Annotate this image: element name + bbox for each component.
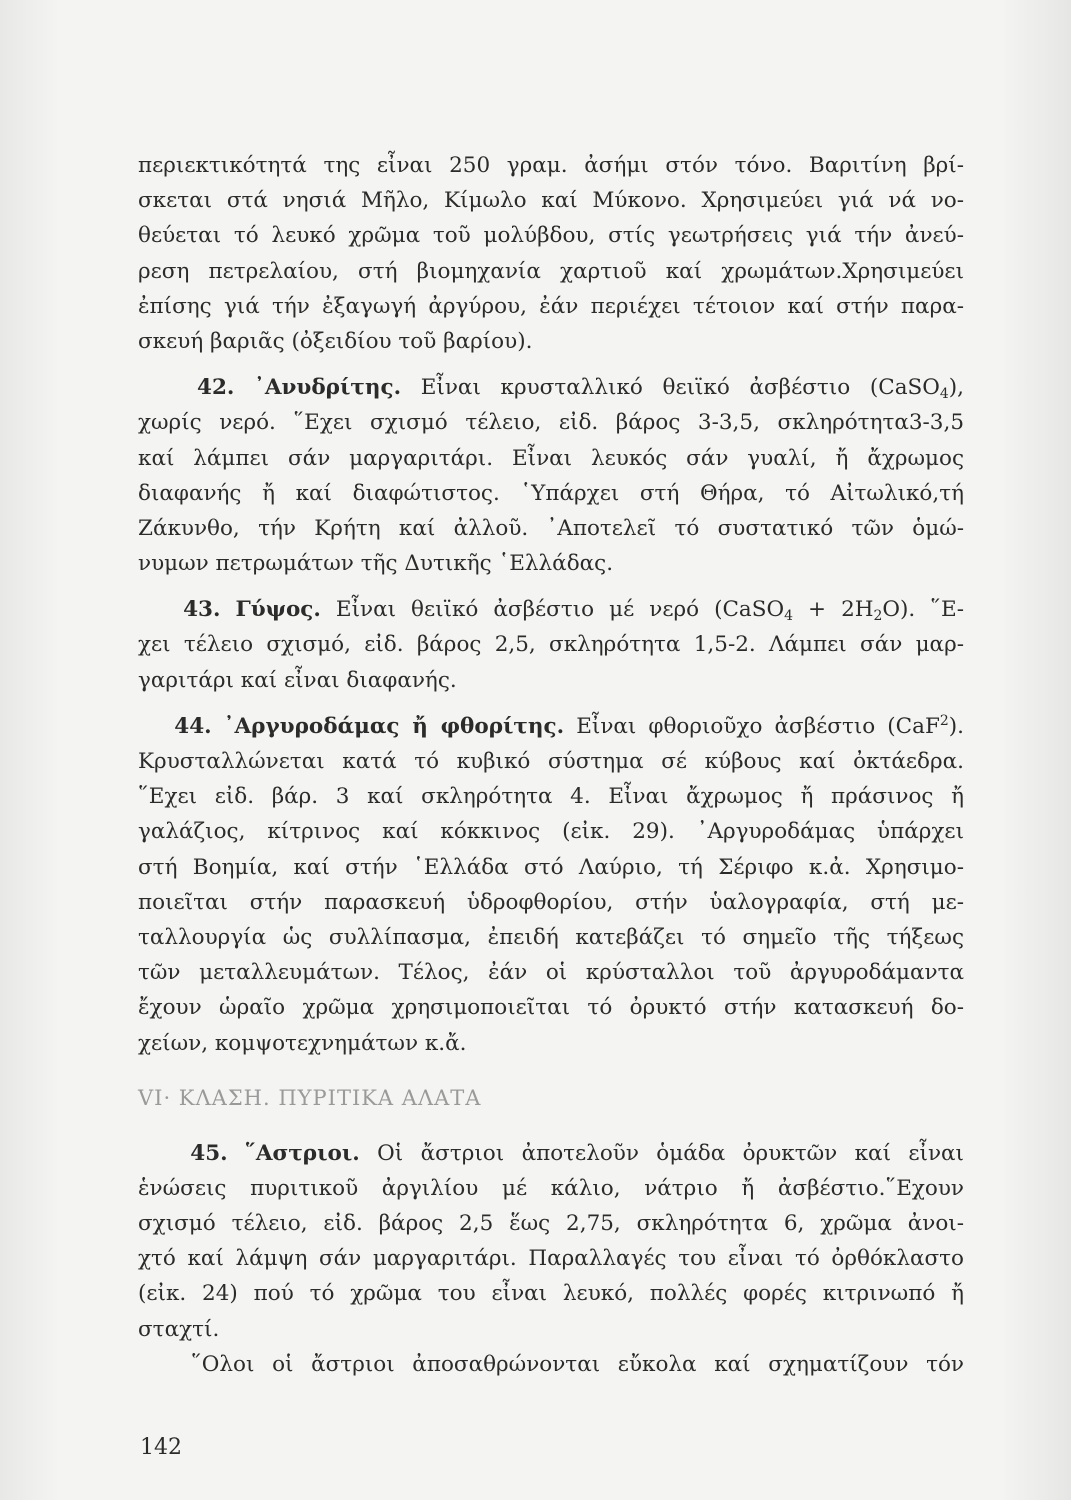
text-line (138, 1347, 964, 1382)
text-line: σταχτί. (138, 1316, 220, 1342)
entry-number: 43. (183, 597, 221, 623)
text-line: στή Βοημία, καί στήν ῾Ελλάδα στό Λαύριο, τή Σέριφο κ.ἀ. Χρησιμο- (138, 854, 964, 880)
entry-number: 44. (174, 713, 212, 739)
text-line: γαλάζιος, κίτρινος καί κόκκινος (εἰκ. 29). ᾿Αργυροδάμας ὑπάρχει (138, 819, 964, 845)
entry-45-first-line (138, 1136, 964, 1171)
text-span: + 2H (793, 597, 874, 623)
text-line: καί λάμπει σάν μαργαριτάρι. Εἶναι λευκός σάν γυαλί, ἤ ἄχρωμος (138, 445, 964, 471)
entry-title: ᾿Ανυδρίτης. (254, 375, 402, 401)
text-span: Οἱ ἄστριοι ἀποτελοῦν ὁμάδα ὀρυκτῶν καί εἶναι (359, 1140, 964, 1166)
text-span: Εἶναι φθοριοῦχο ἀσβέστιο (CaF (564, 713, 940, 739)
text-line: Ζάκυνθο, τήν Κρήτη καί ἀλλοῦ. ᾿Αποτελεῖ τό συστατικό τῶν ὁμώ- (138, 515, 964, 541)
text-line: περιεκτικότητά της εἶναι 250 γραμ. ἀσήμι στόν τόνο. Βαριτίνη βρί- (138, 153, 964, 178)
text-line: χείων, κομψοτεχνημάτων κ.ἄ. (138, 1030, 467, 1056)
text-line: χτό καί λάμψη σάν μαργαριτάρι. Παραλλαγές του εἶναι τό ὀρθόκλαστο (138, 1246, 964, 1272)
entry-44-first-line (138, 709, 964, 744)
text-line: θεύεται τό λευκό χρῶμα τοῦ μολύβδου, στίς γεωτρήσεις γιά τήν ἀνεύ- (138, 223, 964, 249)
text-line: (εἰκ. 24) πού τό χρῶμα του εἶναι λευκό, πολλές φορές κιτρινωπό ἤ (138, 1281, 964, 1307)
entry-43-first-line (138, 592, 964, 627)
subscript: 4 (939, 386, 949, 403)
text-line: ρεση πετρελαίου, στή βιομηχανία χαρτιοῦ καί χρωμάτων.Χρησιμεύει (138, 258, 964, 284)
entry-title: Γύψος. (235, 597, 321, 623)
entry-title: ῞Αστριοι. (245, 1140, 360, 1166)
text-line: γαριτάρι καί εἶναι διαφανής. (138, 667, 457, 693)
subscript: 4 (784, 608, 793, 625)
text-line: ῞Εχει εἰδ. βάρ. 3 καί σκληρότητα 4. Εἶναι ἄχρωμος ἤ πράσινος ἤ (138, 784, 964, 810)
text-span: ῞Ολοι οἱ ἄστριοι ἀποσαθρώνονται εὔκολα καί σχηματίζουν τόν (191, 1351, 964, 1377)
text-span: ), (948, 375, 964, 401)
body-text (138, 148, 964, 1382)
entry-number: 42. (197, 375, 235, 401)
text-line: ἔχουν ὡραῖο χρῶμα χρησιμοποιεῖται τό ὀρυκτό στήν κατασκευή δο- (138, 995, 964, 1021)
entry-number: 45. (190, 1140, 228, 1166)
text-line: σκευή βαριᾶς (ὀξειδίου τοῦ βαρίου). (138, 328, 533, 354)
superscript: 2 (939, 712, 949, 729)
text-line: ἑνώσεις πυριτικοῦ ἀργιλίου μέ κάλιο, νάτριο ἤ ἀσβέστιο.῞Εχουν (138, 1175, 964, 1201)
section-heading: VI· ΚΛΑΣΗ. ΠΥΡΙΤΙΚΑ ΑΛΑΤΑ (138, 1085, 482, 1110)
text-span: O). ῞Ε- (882, 597, 964, 623)
text-line: Κρυσταλλώνεται κατά τό κυβικό σύστημα σέ κύβους καί ὀκτάεδρα. (138, 749, 964, 774)
entry-42-first-line (138, 370, 964, 405)
text-line: χει τέλειο σχισμό, εἰδ. βάρος 2,5, σκληρότητα 1,5-2. Λάμπει σάν μαρ- (138, 632, 964, 658)
text-span: Εἶναι κρυσταλλικό θειϊκό ἀσβέστιο (CaSO (401, 375, 940, 401)
text-line: ταλλουργία ὡς συλλίπασμα, ἐπειδή κατεβάζει τό σημεῖο τῆς τήξεως (138, 924, 964, 950)
text-line: τῶν μεταλλευμάτων. Τέλος, ἐάν οἱ κρύσταλλοι τοῦ ἀργυροδάμαντα (138, 960, 964, 986)
text-span: Εἶναι θειϊκό ἀσβέστιο μέ νερό (CaSO (320, 597, 785, 623)
text-line: νυμων πετρωμάτων τῆς Δυτικῆς ῾Ελλάδας. (138, 551, 614, 577)
text-line: σκεται στά νησιά Μῆλο, Κίμωλο καί Μύκονο. Χρησιμεύει γιά νά νο- (138, 188, 964, 214)
text-line: σχισμό τέλειο, εἰδ. βάρος 2,5 ἕως 2,75, σκληρότητα 6, χρῶμα ἀνοι- (138, 1211, 964, 1237)
text-line: χωρίς νερό. ῞Εχει σχισμό τέλειο, εἰδ. βάρος 3-3,5, σκληρότητα3-3,5 (138, 410, 964, 436)
entry-title: ᾿Αργυροδάμας ἤ φθορίτης. (223, 713, 565, 739)
text-span: ). (948, 713, 964, 739)
text-line: ἐπίσης γιά τήν ἐξαγωγή ἀργύρου, ἐάν περιέχει τέτοιον καί στήν παρα- (138, 293, 964, 319)
page-number: 142 (140, 1435, 182, 1460)
text-line: ποιεῖται στήν παρασκευή ὑδροφθορίου, στήν ὑαλογραφία, στή με- (138, 889, 964, 915)
subscript: 2 (873, 608, 883, 625)
text-line: διαφανής ἤ καί διαφώτιστος. ῾Υπάρχει στή Θήρα, τό Αἰτωλικό,τή (138, 480, 964, 506)
